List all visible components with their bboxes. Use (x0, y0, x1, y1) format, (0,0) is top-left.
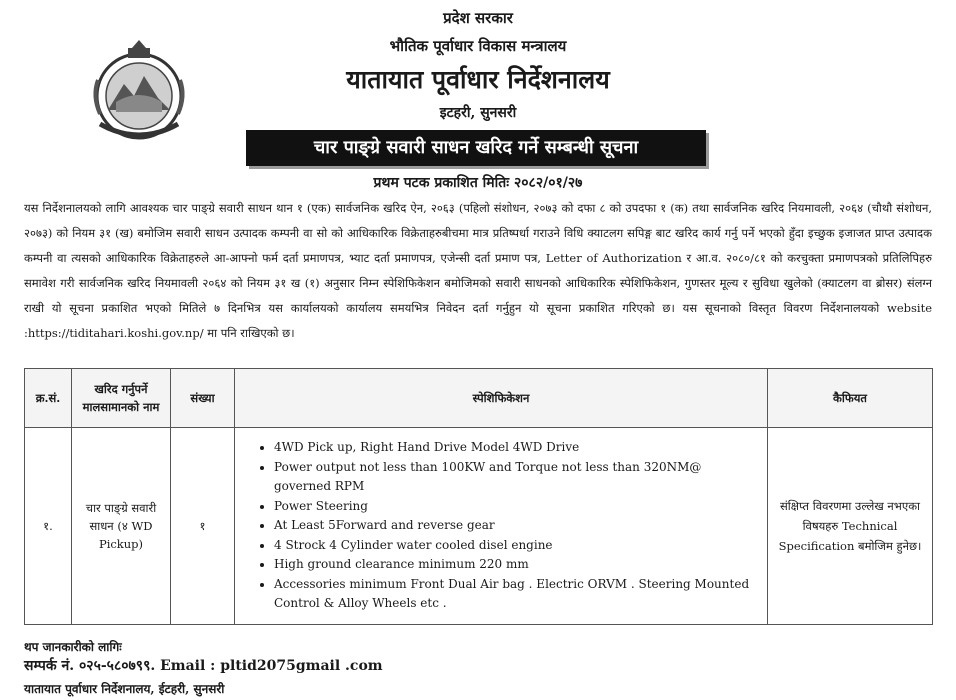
notice-body-text: यस निर्देशनालयको लागि आवश्यक चार पाङ्ग्रे सवारी साधन थान १ (एक) सार्वजनिक खरिद ऐन, २०६३ (पहिलो संशोधन, २०७३ को दफा ८ को उपदफा १ (क) तथा सार्वजनिक खरिद नियमावली, २०६४ (चौथौ संशोधन, २०७३) को नियम ३१ (ख) बमोजिम सवारी साधन उत्पादक कम्पनी वा सो को आधिकारिक विक्रेताहरुबीचमा मात्र प्रतिष्पर्धा गराउने विधि क्याटलग सपिङ्ग बाट खरिद कार्य गर्नु पर्ने भएको हुँदा इच्छुक इजाजत प्राप्त उत्पादक कम्पनी वा त्यसको आधिकारिक विक्रेताहरुले आ-आफ्नो फर्म दर्ता प्रमाणपत्र, भ्याट दर्ता प्रमाणपत्र, एजेन्सी दर्ता प्रमाण पत्र, Letter of Authorization र आ.व. २०८०/८१ को करचुक्ता प्रमाणपत्रको प्रतिलिपिहरु समावेश गरी सार्वजनिक खरिद नियमावली २०६४ को नियम ३१ ख (१) अनुसार निम्न स्पेशिफिकेशन बमोजिमको सवारी साधनको आधिकारिक स्पेशिफिकेशन, गुणस्तर मूल्य र सुविधा खुलेको (क्याटलग वा ब्रोसर) संलग्न राखी यो सूचना प्रकाशित भएको मितिले ७ दिनभित्र यस कार्यालयको कार्यालय समयभित्र निवेदन दर्ता गर्नुहुन यो सूचना प्रकाशित गरिएको छ। यस सूचनाको विस्तृत विवरण निर्देशनालयको website :https://tiditahari.koshi.gov.np/ मा पनि राखिएको छ। (24, 201, 932, 340)
spec-item: • 4 Strock 4 Cylinder water cooled disel engine (274, 536, 762, 556)
office-title: यातायात पूर्वाधार निर्देशनालय (346, 65, 610, 94)
spec-item: • Power Steering (274, 497, 762, 517)
cell-serial: १. (25, 428, 72, 625)
header-quantity: संख्या (171, 369, 235, 428)
specification-table (24, 368, 933, 625)
spec-item: • Accessories minimum Front Dual Air bag . Electric ORVM . Steering Mounted Control & Alloy Wheels etc . (274, 575, 762, 614)
notice-title-banner: चार पाङ्ग्रे सवारी साधन खरिद गर्ने सम्बन्धी सूचना (246, 130, 706, 166)
spec-item: • 4WD Pick up, Right Hand Drive Model 4WD Drive (274, 438, 762, 458)
footer-contact: सम्पर्क नं. ०२५-५८०७९९. Email : pltid2075gmail .com (24, 658, 383, 674)
footer-more-info: थप जानकारीको लागिः (24, 640, 122, 654)
publish-date: प्रथम पटक प्रकाशित मितिः २०८२/०१/२७ (373, 175, 583, 191)
spec-item: • High ground clearance minimum 220 mm (274, 555, 762, 575)
cell-quantity: १ (171, 428, 235, 625)
header-item-name: खरिद गर्नुपर्ने मालसामानको नाम (72, 369, 171, 428)
cell-specification (235, 428, 768, 625)
cell-remarks: संक्षिप्त विवरणमा उल्लेख नभएका विषयहरु Technical Specification बमोजिम हुनेछ। (768, 428, 933, 625)
header-line-government: प्रदेश सरकार (443, 9, 513, 27)
spec-item: • Power output not less than 100KW and Torque not less than 320NM@ governed RPM (274, 458, 762, 497)
table-row (25, 428, 933, 625)
header-serial: क्र.सं. (25, 369, 72, 428)
header-specification: स्पेशिफिकेशन (235, 369, 768, 428)
cell-item-name: चार पाङ्ग्रे सवारी साधन (४ WD Pickup) (72, 428, 171, 625)
table-header-row (25, 369, 933, 428)
spec-list (236, 438, 766, 614)
office-location: इटहरी, सुनसरी (439, 105, 517, 121)
spec-item: • At Least 5Forward and reverse gear (274, 516, 762, 536)
header-line-ministry: भौतिक पूर्वाधार विकास मन्त्रालय (389, 37, 567, 55)
footer-office: यातायात पूर्वाधार निर्देशनालय, ईटहरी, सुनसरी (24, 682, 225, 696)
header-remarks: कैफियत (768, 369, 933, 428)
